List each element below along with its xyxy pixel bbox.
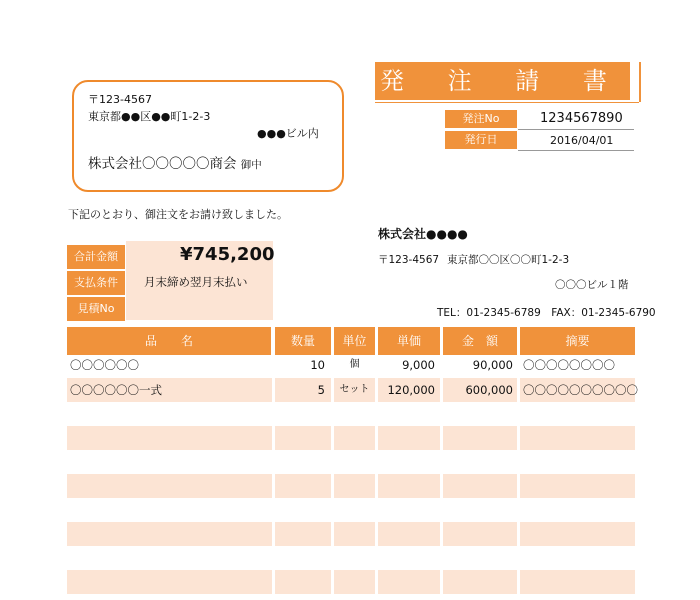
- total-amount: ¥745,200: [180, 244, 275, 265]
- document-title-bar: [375, 62, 641, 102]
- table-row-1-qty: 10: [310, 358, 325, 372]
- order-no-field: [518, 110, 634, 130]
- total-label: 合計金額: [67, 245, 125, 269]
- table-row-2-item: 〇〇〇〇〇〇一式: [70, 383, 162, 397]
- recipient-postal: 〒123-4567: [88, 93, 152, 106]
- title-underline: [375, 102, 639, 103]
- recipient-address: 東京都●●区●●町1-2-3: [88, 110, 211, 123]
- order-no-label: 発注No: [445, 110, 517, 128]
- header-unit: 単位: [334, 327, 375, 355]
- header-remarks: 摘要: [520, 327, 635, 355]
- column-divider: [272, 378, 275, 600]
- table-row-stripe: [67, 570, 635, 594]
- table-row-1-unit: 個: [349, 359, 360, 370]
- table-row-2-qty: 5: [317, 383, 325, 397]
- sender-contact: TEL：01-2345-6789 FAX：01-2345-6790: [437, 307, 656, 319]
- column-divider: [375, 378, 378, 600]
- column-divider: [440, 378, 443, 600]
- sender-building: 〇〇〇ビル１階: [555, 279, 629, 291]
- document-title: 発 注 請 書: [375, 62, 630, 100]
- table-row-2-unit: セット: [339, 384, 370, 395]
- header-quantity: 数量: [275, 327, 331, 355]
- header-item-name: 品 名: [67, 327, 271, 355]
- issue-date-value: 2016/04/01: [550, 134, 614, 147]
- issue-date-field: [518, 131, 634, 151]
- recipient-company: 株式会社〇〇〇〇〇商会: [88, 156, 237, 172]
- header-amount: 金 額: [443, 327, 517, 355]
- sender-company: 株式会社●●●●: [378, 227, 468, 241]
- sender-address: 東京都〇〇区〇〇町1-2-3: [447, 254, 570, 266]
- table-row-1-amount: 90,000: [472, 358, 513, 372]
- summary-panel: [126, 241, 273, 320]
- recipient-honorific: 御中: [240, 159, 262, 171]
- table-row-2-amount: 600,000: [465, 383, 513, 397]
- table-row-stripe: [67, 474, 635, 498]
- table-row-1-item: 〇〇〇〇〇〇: [70, 358, 139, 372]
- payment-terms: 月末締め翌月末払い: [144, 275, 248, 289]
- header-unit-price: 単価: [378, 327, 440, 355]
- recipient-building: ●●●ビル内: [257, 127, 319, 140]
- sender-postal: 〒123-4567: [378, 254, 440, 266]
- table-row-stripe: [67, 426, 635, 450]
- estimate-label: 見積No: [67, 297, 125, 321]
- table-row-1-remarks: 〇〇〇〇〇〇〇〇: [523, 358, 615, 372]
- table-row-stripe: [67, 522, 635, 546]
- order-no-value: 1234567890: [540, 111, 623, 126]
- payment-label: 支払条件: [67, 271, 125, 295]
- table-row-2-price: 120,000: [387, 383, 435, 397]
- acceptance-statement: 下記のとおり、御注文をお請け致しました。: [68, 208, 288, 221]
- column-divider: [517, 378, 520, 600]
- table-row-1-price: 9,000: [402, 358, 435, 372]
- recipient-company-line: [88, 152, 262, 172]
- column-divider: [331, 378, 334, 600]
- issue-date-label: 発行日: [445, 131, 517, 149]
- table-row-2-remarks: 〇〇〇〇〇〇〇〇〇〇: [523, 383, 638, 397]
